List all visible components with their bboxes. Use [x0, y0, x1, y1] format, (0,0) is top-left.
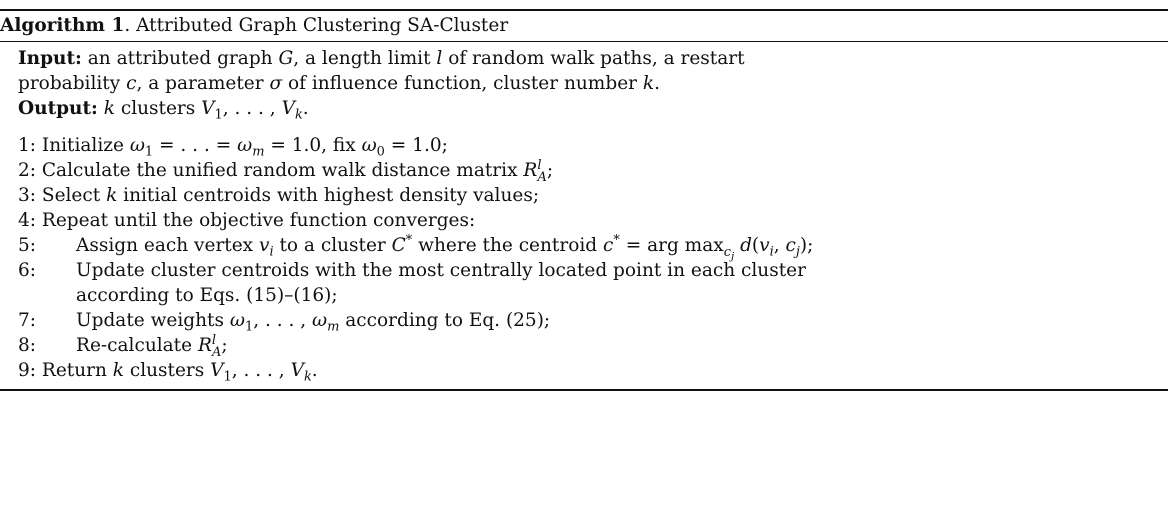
- algorithm-header: [0, 11, 1168, 42]
- step-4: 4: Repeat until the objective function converges:: [18, 210, 476, 231]
- input-line-2: probability c, a parameter σ of influence function, cluster number k.: [18, 73, 660, 94]
- step-1: 1: Initialize $\omega_1$ = . . . = $\omega_m = 1.0$, fix $\omega_0 = 1.0$;: [18, 135, 448, 160]
- algorithm-body: [0, 42, 1168, 389]
- step-6-continued: according to Eqs. (15)–(16);: [76, 285, 338, 306]
- algorithm-box: [0, 9, 1168, 391]
- step-2: 2: Calculate the unified random walk distance matrix $R^l_A$;: [18, 157, 554, 185]
- step-5: 5: Assign each vertex $v_i$ to a cluster C* where the centroid c* = arg $\max_{c_j} d(v_i$, $c_j$);: [18, 232, 814, 263]
- input-line-1: Input: an attributed graph G, a length limit l of random walk paths, a restart: [18, 48, 745, 69]
- algorithm-title: Attributed Graph Clustering SA-Cluster: [136, 15, 509, 36]
- step-3: 3: Select k initial centroids with highest density values;: [18, 185, 540, 206]
- algorithm-label: Algorithm 1: [0, 15, 125, 36]
- output-label: Output:: [18, 98, 98, 119]
- step-8: 8: Re-calculate $R^l_A$;: [18, 332, 228, 360]
- step-9: 9: Return k clusters $V_1$, . . . , $V_k$.: [18, 360, 318, 385]
- input-label: Input:: [18, 48, 82, 69]
- step-7: 7: Update weights $\omega_1$, . . . , $\omega_m$ according to Eq. (25);: [18, 310, 551, 335]
- output-line: Output: k clusters $V_1$, . . . , $V_k$.: [18, 98, 309, 123]
- spacer: [18, 121, 1168, 133]
- step-6: 6: Update cluster centroids with the most centrally located point in each cluster: [18, 260, 806, 281]
- algorithm-title-sep: .: [124, 15, 137, 36]
